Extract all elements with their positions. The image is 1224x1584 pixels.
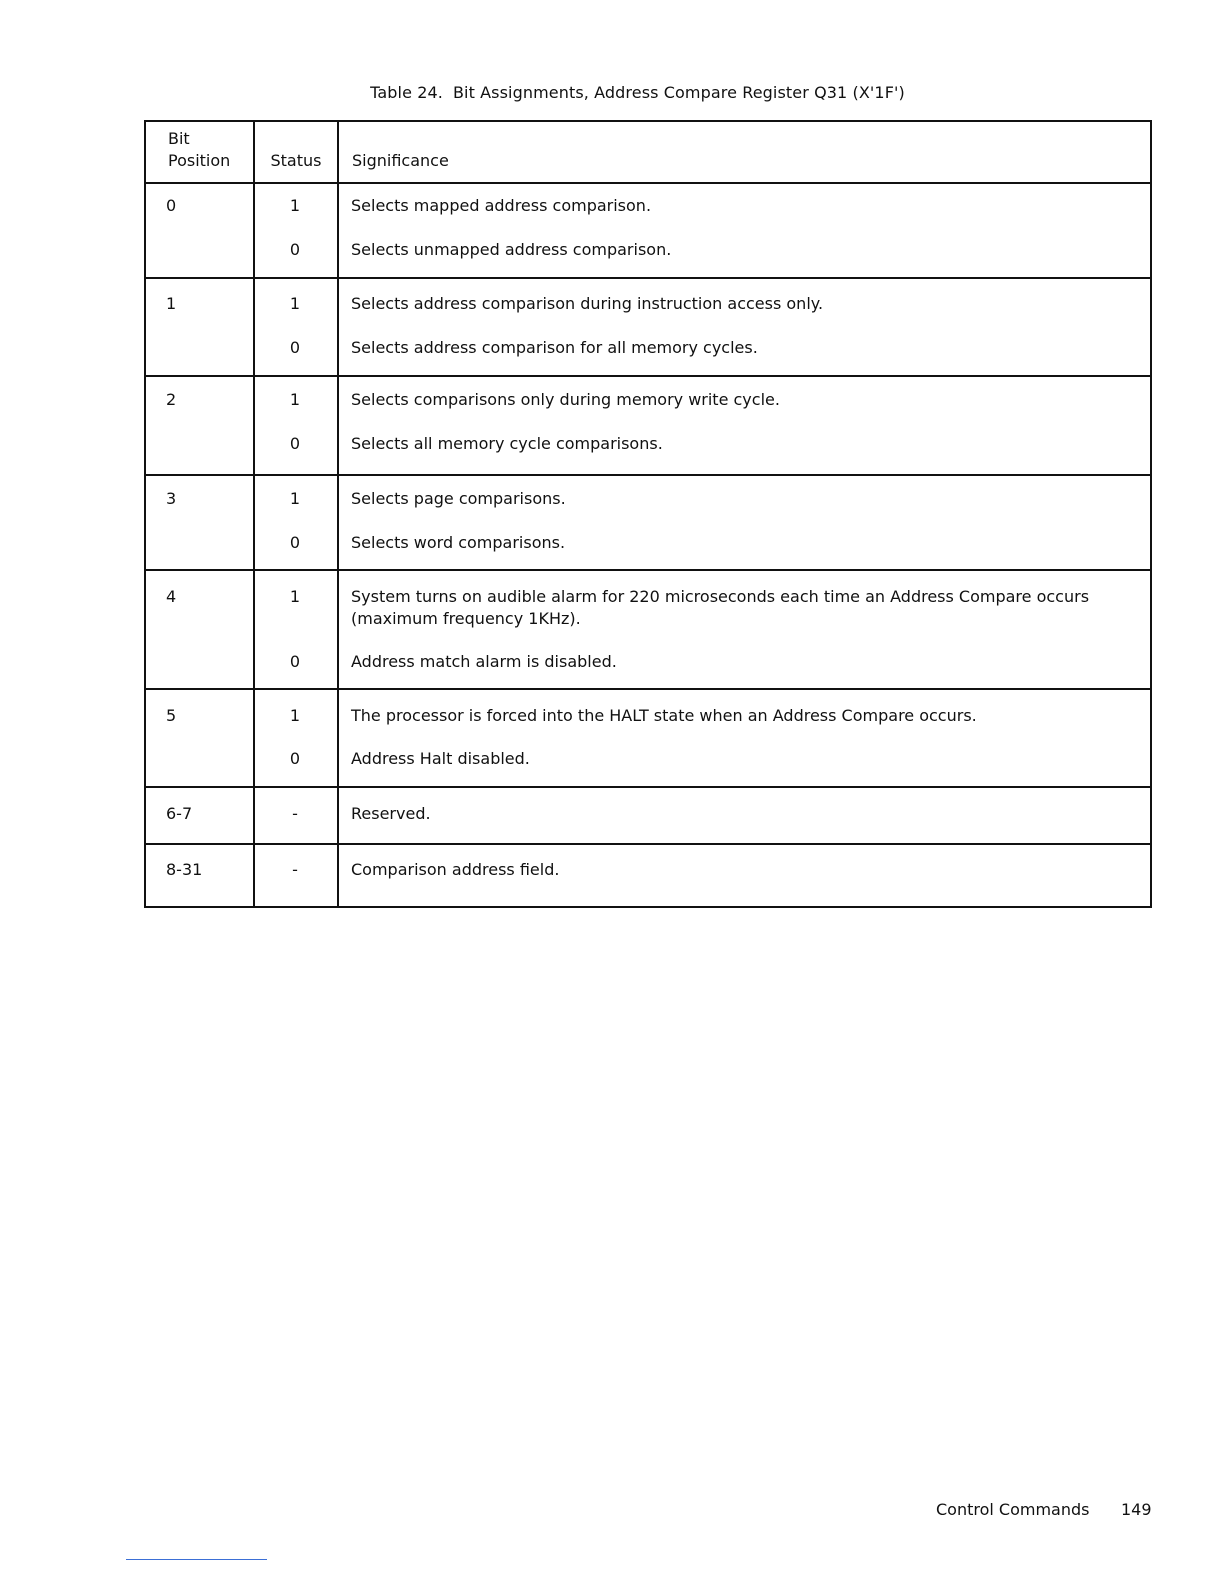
header-bit-line1: Bit <box>168 129 190 148</box>
table-title: Bit Assignments, Address Compare Register Q31 (X'1F') <box>452 83 905 102</box>
bit-position-cell: 8-31 <box>166 860 203 879</box>
status-cell: - <box>292 804 298 823</box>
significance-cell: Selects comparisons only during memory write cycle. <box>351 390 780 409</box>
status-cell: 1 <box>289 390 301 409</box>
table-header-row <box>146 122 1150 182</box>
header-bit-line2: Position <box>168 151 231 170</box>
header-significance: Significance <box>352 151 449 170</box>
significance-cell: Address match alarm is disabled. <box>351 652 617 671</box>
significance-cell: Selects mapped address comparison. <box>351 196 652 215</box>
bit-position-cell: 3 <box>166 489 177 508</box>
status-cell: 1 <box>289 196 301 215</box>
significance-cell: Selects word comparisons. <box>351 533 566 552</box>
bit-position-cell: 4 <box>166 587 177 606</box>
status-cell: 0 <box>289 338 301 357</box>
significance-cell-continuation: (maximum frequency 1KHz). <box>351 609 581 628</box>
bit-position-cell: 5 <box>166 706 177 725</box>
status-cell: 0 <box>289 533 301 552</box>
significance-cell: Selects all memory cycle comparisons. <box>351 434 663 453</box>
table-row <box>146 688 1150 786</box>
significance-cell: The processor is forced into the HALT state when an Address Compare occurs. <box>351 706 977 725</box>
table-row <box>146 786 1150 843</box>
significance-cell: Selects address comparison during instruction access only. <box>351 294 824 313</box>
status-cell: 0 <box>289 240 301 259</box>
status-cell: - <box>292 860 298 879</box>
bit-position-cell: 0 <box>166 196 177 215</box>
status-cell: 1 <box>289 294 301 313</box>
table-caption <box>0 83 1224 102</box>
status-cell: 0 <box>289 652 301 671</box>
table-number: Table 24. <box>370 83 443 102</box>
footer-rule <box>126 1559 267 1560</box>
significance-cell: Comparison address field. <box>351 860 560 879</box>
status-cell: 1 <box>289 706 301 725</box>
significance-cell: System turns on audible alarm for 220 microseconds each time an Address Compare occurs <box>351 587 1090 606</box>
header-status: Status <box>270 151 322 170</box>
status-cell: 0 <box>289 749 301 768</box>
footer-section-title: Control Commands <box>936 1500 1090 1519</box>
significance-cell: Selects address comparison for all memory cycles. <box>351 338 758 357</box>
significance-cell: Reserved. <box>351 804 431 823</box>
status-cell: 1 <box>289 587 301 606</box>
header-bit-position <box>168 128 230 172</box>
status-cell: 0 <box>289 434 301 453</box>
table-row <box>146 182 1150 277</box>
bit-position-cell: 1 <box>166 294 177 313</box>
status-cell: 1 <box>289 489 301 508</box>
table-row <box>146 375 1150 474</box>
bit-position-cell: 6-7 <box>166 804 193 823</box>
table-row <box>146 569 1150 688</box>
bit-position-cell: 2 <box>166 390 177 409</box>
bit-assignments-table <box>144 120 1152 908</box>
table-row <box>146 277 1150 375</box>
significance-cell: Selects page comparisons. <box>351 489 566 508</box>
significance-cell: Address Halt disabled. <box>351 749 530 768</box>
table-row <box>146 843 1150 906</box>
significance-cell: Selects unmapped address comparison. <box>351 240 672 259</box>
table-row <box>146 474 1150 569</box>
page-number: 149 <box>1121 1500 1152 1519</box>
